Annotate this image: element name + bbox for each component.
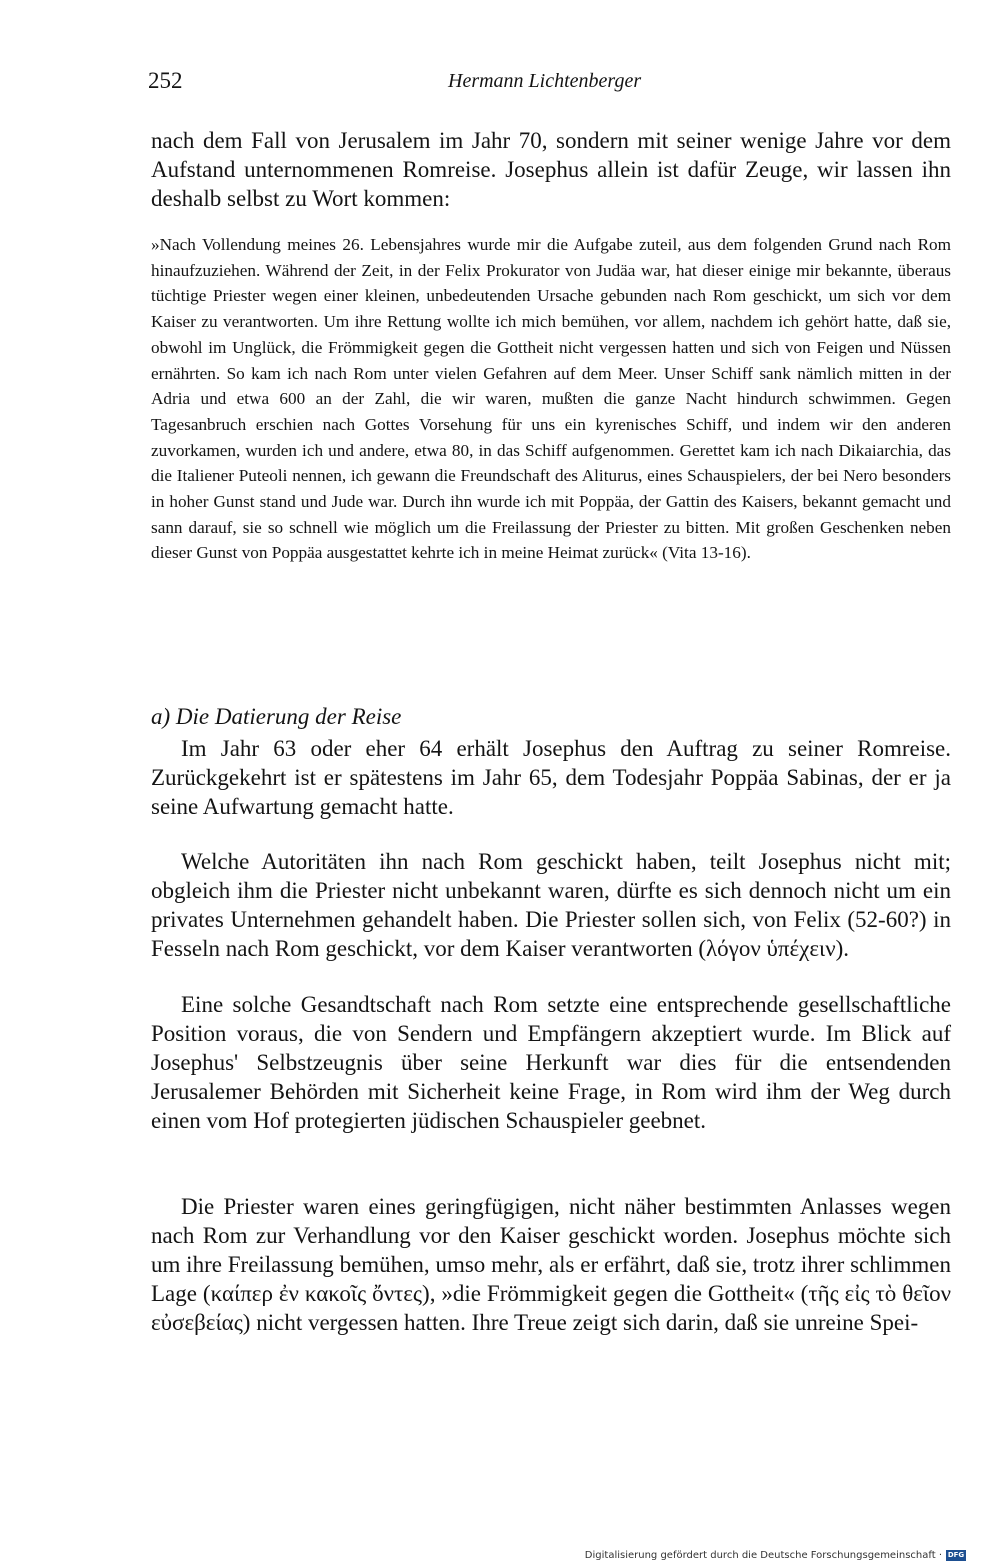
- page-number: 252: [148, 68, 183, 93]
- footer-credit: [585, 1548, 966, 1562]
- block-quote: »Nach Vollendung meines 26. Lebensjahres wurde mir die Aufgabe zuteil, aus dem folgenden Grund nach Rom hinaufzuziehen. Während der Zeit, in der Felix Prokurator von Judäa war, hat dieser einige mir bekannte, überaus tüchtige Priester wegen einer kleinen, unbedeutenden Ursache gebunden nach Rom geschickt, um sich vor dem Kaiser zu verantworten. Um ihre Rettung wollte ich mich bemühen, vor allem, nachdem ich gehört hatte, daß sie, obwohl im Unglück, die Frömmigkeit gegen die Gottheit nicht vergessen hatten und sich von Feigen und Nüssen ernährten. So kam ich nach Rom unter vielen Gefahren auf dem Meer. Unser Schiff sank nämlich mitten in der Adria und etwa 600 an der Zahl, die wir waren, mußten die ganze Nacht hindurch schwimmen. Gegen Tagesanbruch erschien nach Gottes Vorsehung für uns ein kyrenisches Schiff, und indem wir den anderen zuvorkamen, wurden ich und andere, etwa 80, in das Schiff aufgenommen. Gerettet kam ich nach Dikaiarchia, das die Italiener Puteoli nennen, ich gewann die Freundschaft des Aliturus, eines Schauspielers, der bei Nero besonders in hoher Gunst stand und Jude war. Durch ihn wurde ich mit Poppäa, der Gattin des Kaisers, bekannt gemacht und sann darauf, sie so schnell wie möglich um die Freilassung der Priester zu bitten. Mit großen Geschenken neben dieser Gunst von Poppäa ausgestattet kehrte ich in meine Heimat zurück« (Vita 13-16).: [151, 235, 951, 563]
- footer-text: Digitalisierung gefördert durch die Deutsche Forschungsgemeinschaft ·: [584, 1549, 942, 1561]
- paragraph-authorities: Welche Autoritäten ihn nach Rom geschickt haben, teilt Josephus nicht mit; obgleich ihm die Priester nicht unbekannt waren, dürfte es sich dennoch nicht um ein privates Unternehmen gehandelt haben. Die Priester sollen sich, von Felix (52-60?) in Fesseln nach Rom geschickt, vor dem Kaiser verantworten (λόγον ὑπέχειν).: [151, 849, 951, 961]
- running-head: Hermann Lichtenberger: [448, 70, 642, 92]
- page-header: [148, 68, 948, 104]
- paragraph-intro: nach dem Fall von Jerusalem im Jahr 70, sondern mit seiner wenige Jahre vor dem Aufstand unternommenen Romreise. Josephus allein ist dafür Zeuge, wir lassen ihn deshalb selbst zu Wort kommen:: [151, 128, 951, 211]
- paragraph-dating: Im Jahr 63 oder eher 64 erhält Josephus den Auftrag zu seiner Romreise. Zurückgekehrt ist er spätestens im Jahr 65, dem Todesjahr Poppäa Sabinas, der er ja seine Aufwartung gemacht hatte.: [151, 736, 951, 819]
- dfg-logo-icon: DFG: [947, 1550, 965, 1559]
- paragraph-embassy: Eine solche Gesandtschaft nach Rom setzte eine entsprechende gesellschaftliche Position voraus, die von Sendern und Empfängern akzeptiert wurde. Im Blick auf Josephus' Selbstzeugnis über seine Herkunft war dies für die entsendenden Jerusalemer Behörden mit Sicherheit keine Frage, in Rom wird ihm der Weg durch einen vom Hof protegierten jüdischen Schauspieler geebnet.: [151, 992, 951, 1133]
- section-heading: a) Die Datierung der Reise: [151, 704, 402, 729]
- paragraph-priests: Die Priester waren eines geringfügigen, nicht näher bestimmten Anlasses wegen nach Rom zur Verhandlung vor den Kaiser geschickt worden. Josephus möchte sich um ihre Freilassung bemühen, umso mehr, als er erfährt, daß sie, trotz ihrer schlimmen Lage (καίπερ ἐν κακοῖς ὄντες), »die Frömmigkeit gegen die Gottheit« (τῆς εἰς τὸ θεῖον εὐσεβείας) nicht vergessen hatten. Ihre Treue zeigt sich darin, daß sie unreine Spei-: [151, 1194, 951, 1335]
